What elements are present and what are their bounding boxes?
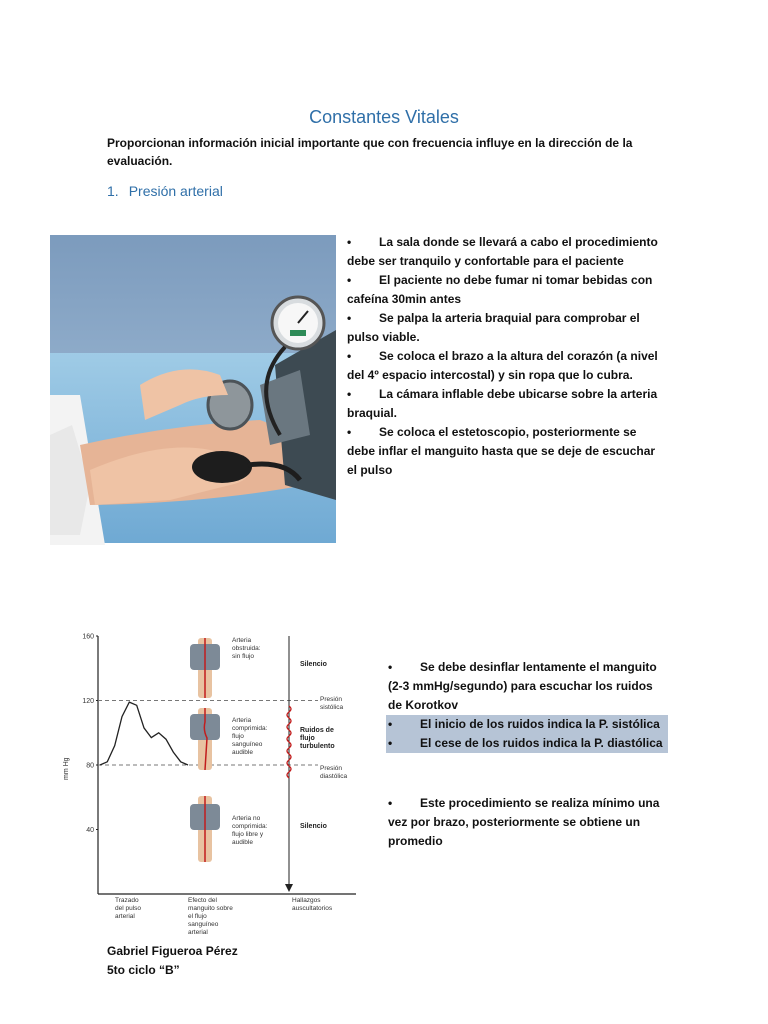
bullet-icon: •: [347, 311, 352, 325]
list-item: • El cese de los ruidos indica la P. diastólica: [386, 734, 668, 753]
section-heading: [107, 183, 223, 199]
intro-paragraph: Proporcionan información inicial importante que con frecuencia influye en la dirección de la evaluación.: [107, 136, 633, 168]
list-item: • La sala donde se llevará a cabo el procedimiento debe ser tranquilo y confortable para el paciente: [347, 235, 658, 268]
korotkov-bullet-list: [388, 658, 668, 753]
x-caption-2: Efecto del manguito sobre el flujo sanguíneo arterial: [188, 897, 233, 936]
author-group: 5to ciclo “B”: [107, 963, 180, 977]
blood-pressure-illustration: [50, 235, 336, 543]
list-item: • Este procedimiento se realiza mínimo una vez por brazo, posteriormente se obtiene un promedio: [388, 796, 660, 848]
bullet-icon: •: [388, 796, 393, 810]
pressure-label-diastolic: Presión diastólica: [320, 765, 348, 780]
bullet-icon: •: [347, 349, 352, 363]
summary-bullet-list: [388, 794, 668, 851]
page-title: Constantes Vitales: [309, 107, 459, 127]
y-tick-label: 120: [82, 698, 94, 705]
list-item: • Se coloca el brazo a la altura del corazón (a nivel del 4º espacio intercostal) y sin ropa que lo cubra.: [347, 349, 658, 382]
blood-pressure-photo: [50, 235, 336, 543]
author-name: Gabriel Figueroa Pérez: [107, 944, 238, 958]
korotkov-chart: [60, 630, 360, 936]
list-item: • Se coloca el estetoscopio, posteriormente se debe inflar el manguito hasta que se deje de escuchar el pulso: [347, 425, 656, 477]
list-item: • El paciente no debe fumar ni tomar bebidas con cafeína 30min antes: [347, 273, 653, 306]
cuff-label-3: Arteria no comprimida: flujo libre y audible: [232, 815, 268, 846]
bullet-icon: •: [388, 717, 393, 731]
bullet-icon: •: [347, 425, 352, 439]
finding-label-2: Ruidos de flujo turbulento: [300, 727, 335, 750]
author-block: [107, 942, 238, 980]
bullet-icon: •: [388, 660, 393, 674]
bullet-icon: •: [388, 736, 393, 750]
procedure-bullet-list: [347, 233, 667, 480]
x-caption-3: Hallazgos auscultatorios: [292, 897, 333, 912]
section-number: 1.: [107, 183, 119, 199]
finding-label-3: Silencio: [300, 823, 327, 830]
y-tick-label: 40: [86, 827, 94, 834]
cuff-label-1: Arteria obstruida: sin flujo: [232, 637, 261, 660]
cuff-label-2: Arteria comprimida: flujo sanguíneo audible: [232, 717, 268, 756]
section-label: Presión arterial: [128, 183, 223, 199]
bullet-icon: •: [347, 235, 352, 249]
list-item: • El inicio de los ruidos indica la P. sistólica: [386, 715, 668, 734]
y-tick-label: 80: [86, 762, 94, 770]
pressure-label-systolic: Presión sistólica: [320, 696, 344, 711]
list-item: • Se palpa la arteria braquial para comprobar el pulso viable.: [347, 311, 640, 344]
x-caption-1: Trazado del pulso arterial: [115, 897, 142, 920]
bullet-icon: •: [347, 387, 352, 401]
list-item: • Se debe desinflar lentamente el manguito (2-3 mmHg/segundo) para escuchar los ruidos de Korotkov: [388, 660, 657, 712]
bullet-icon: •: [347, 273, 352, 287]
y-tick-label: 160: [82, 633, 94, 641]
list-item: • La cámara inflable debe ubicarse sobre la arteria braquial.: [347, 387, 658, 420]
finding-label-1: Silencio: [300, 661, 327, 668]
y-axis-label: mm Hg: [63, 757, 70, 780]
